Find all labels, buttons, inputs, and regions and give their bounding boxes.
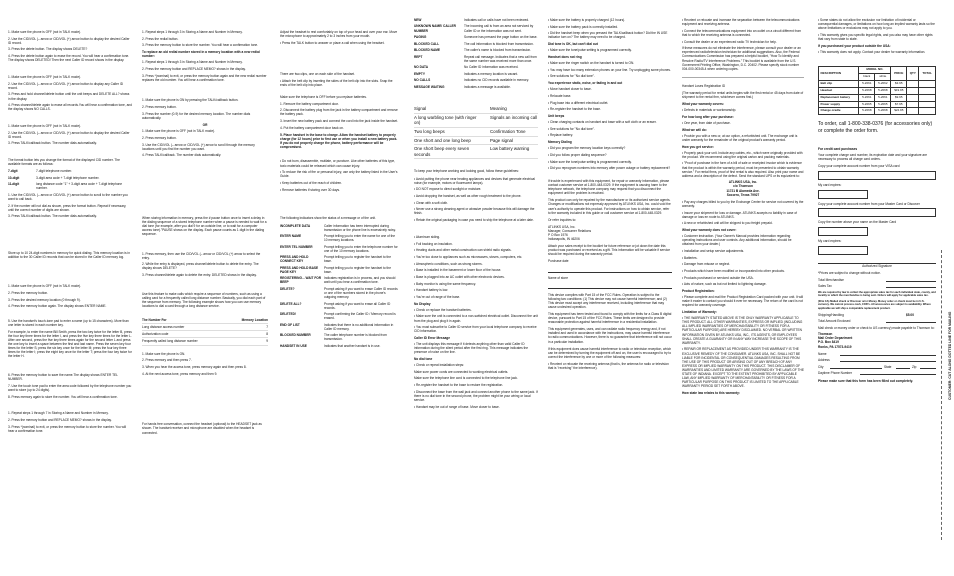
indicator-row: ENTER TEL NUMBER Prompt telling you to enter the telephone number for one of the 10 memory locations.: [280, 244, 398, 253]
step: 1. Repeat steps 1 through 7 in Storing a Name and Number in Memory.: [8, 411, 109, 416]
step: 2. Press memory button.: [142, 135, 177, 140]
unit-beeps-heading: Unit beeps: [548, 113, 565, 118]
step: 1. Make sure the phone is OFF (not in TALK mode).: [142, 129, 216, 134]
expires-label-2: My card expires:: [818, 239, 842, 244]
receipt-info: Attach your sales receipt to the booklet for future reference or jot down the date this product was purchased or received as a gift. This information will be valuable if service should be required during the warranty period.: [548, 244, 671, 257]
solution: • Re-register the handset to the base.: [548, 107, 601, 112]
interference-item: • Handset battery is low.: [414, 288, 449, 293]
indicator-row: NEW Indicates call or calls have not been reviewed.: [414, 18, 530, 22]
indicator-row: PAGING Someone has pressed the page button on the base.: [414, 35, 538, 40]
price-notice: *Prices are subject to change without notice.: [818, 270, 881, 275]
format-row: 7-digit 7-digit telephone number.: [8, 169, 72, 174]
care-item: • Retain the original packaging in case you need to ship the telephone at a later date.: [414, 218, 534, 223]
warranty-item: • Properly pack your unit. Include any cables, etc., which were originally provided with the product. We recommend using the original carton and packing materials.: [682, 150, 803, 159]
city-row: City State Zip: [818, 365, 936, 369]
solution: • Make sure the ringer switch on the handset is turned to ON.: [548, 61, 635, 66]
table-row: Frequently called long distance number 9: [142, 338, 268, 345]
step: 7. Use the touch tone pad to enter the area code followed by the telephone number you want to store (up to 24 digits).: [8, 383, 132, 392]
table-row: Power supply 5-2065 5-2065 $7.95: [819, 101, 936, 108]
indicator-row: PRESS AND HOLD BASE PAGE KEY Prompt telling you to register the handset to the base.: [280, 265, 391, 274]
outside-usa-heading: If you purchased your product outside the USA:: [818, 43, 891, 48]
step: 3. Press TALK/callback button. The number dials automatically.: [8, 214, 97, 219]
solution: • Handset may be out of range of base. Move closer to base.: [414, 404, 500, 409]
interference-item: • Foil backing on insulation.: [414, 241, 453, 246]
mastercard-expiry-field[interactable]: [818, 246, 868, 255]
indicator-row: HANDSET IN USE Indicates that another handset is in use.: [280, 343, 381, 348]
solution: • Re-register the handset to the base to restore the registration.: [414, 383, 504, 388]
step: 1. Make sure the phone is OFF (not in TALK mode).: [8, 284, 82, 289]
step: 3. Press *(nominal) to exit, or press the memory button to store the number. You will hear a confirmation tone.: [8, 424, 126, 433]
replace-redial-heading: To replace an old redial number stored in a memory location with a new redial number:: [142, 50, 260, 59]
table-row: Charge cradle 5-2068 5-2068 $24.95: [819, 108, 936, 115]
solution: • See solutions for "No dial tone".: [548, 74, 595, 79]
care-item: • Never use a strong cleaning agent or abrasive powder because this will damage the finish.: [414, 207, 535, 216]
step: 4. Press the memory button again. The display shows ENTER NAME.: [8, 304, 107, 309]
phone-row: Daytime Phone Number: [818, 371, 936, 375]
mail-address: Thomson Mail Order Department P.O. Box 8419 Ronks, PA 17573-9419: [818, 332, 853, 349]
indicator-row: REPT Repeat call message. Indicates that a new call from the same number was received more than once.: [414, 54, 537, 63]
qty-cell[interactable]: [907, 101, 919, 108]
step: 2. Press the redial button.: [142, 36, 179, 41]
warranty-item: • Please complete and mail the Product Registration Card packed with your unit. It will make it easier to contact you should it ever be necessary. The return of the card is not required for warranty coverage.: [682, 295, 804, 308]
not-covered-heading: What your warranty does not cover:: [682, 228, 737, 232]
indicator-row: BLOCKED CALL The call information is blocked from transmission.: [414, 41, 534, 46]
purchase-date-line[interactable]: [548, 267, 672, 273]
step: 3. Press and hold channel/delete button until the unit beeps and DELETE ALL? shows in the display.: [8, 92, 130, 101]
indicator-row: INCOMPLETE DATA Caller information has been interrupted during transmission or the phone line is excessively noisy.: [280, 223, 396, 232]
column-5: [548, 18, 672, 564]
cut-dotted-line: [941, 250, 942, 540]
solution: • Did you follow proper dialing sequence?: [548, 152, 607, 157]
name-field[interactable]: [840, 352, 936, 356]
memory-table: [142, 317, 268, 345]
qty-cell[interactable]: [907, 81, 919, 88]
caution: • To reduce the risk of fire or personal injury, use only the battery listed in the User's Guide.: [280, 170, 398, 179]
address-field[interactable]: [840, 358, 936, 362]
indicator-row: NO CALLS Indicates no CID records available in memory.: [414, 78, 529, 83]
get-service-heading: How you get service:: [682, 144, 714, 149]
interference-item: • Heating ducts and other metal construction can shield radio signals.: [414, 248, 512, 253]
solution: Make sure power cords are connected to working electrical outlets.: [414, 369, 509, 374]
total-cell[interactable]: [919, 101, 936, 108]
care-item: • Clean with a soft cloth.: [414, 200, 449, 205]
step: 3. Press the memory button to store the number. You will hear a confirmation tone.: [142, 43, 259, 48]
address-block: ATLINKS USA, Inc. Manager, Consumer Relations P O Box 1976 Indianapolis, IN 46206: [548, 224, 592, 242]
service-address: ATLINKS USA, Inc. c/o Thomson 11721 B Alameda Ave. Socorro, Texas 79927: [726, 180, 760, 197]
table-row: Long distance access number 7: [142, 324, 268, 331]
table-row: Belt clip 5-2061 5-2062 $3.95: [819, 81, 936, 88]
format-row: 11-digit long distance code "1" + 3-digit area code + 7-digit telephone number.: [8, 182, 123, 191]
warranty-item: • Products which have been modified or incorporated into other products.: [682, 269, 785, 274]
step: 5. Place handset in the base to charge. Allow the handset battery to properly charge (for 12 hours) prior to first use or when you install a new battery pack. If you do not properly charge the phone, battery performance will be compromised.: [280, 132, 398, 149]
solution: Make sure the telephone line cord is connected to the telephone line jack.: [414, 376, 518, 381]
delete-all-steps: [8, 75, 132, 111]
column-3: [280, 30, 398, 576]
format-intro: The format button lets you change the format of the displayed CID number. The available formats are as follows:: [8, 158, 120, 167]
total-enclosed-field[interactable]: [886, 319, 936, 323]
address-row: Address: [818, 358, 936, 362]
warranty-item: • Products purchased or serviced outside the USA.: [682, 275, 754, 280]
step: 1. Make sure the phone is OFF (not in TALK mode).: [8, 123, 82, 128]
table-row: Two long beeps Confirmation Tone: [414, 128, 538, 137]
name-row: Name: [818, 352, 936, 356]
step: 6. Press the memory button to save the name.The display shows ENTER TEL NUMBER.: [8, 373, 118, 382]
state-field[interactable]: [896, 365, 910, 369]
solution: • Make sure the tone/pulse setting is programmed correctly.: [548, 48, 632, 53]
mastercard-label: Copy your complete account number from your Master Card or Discover: [818, 201, 920, 206]
qty-cell[interactable]: [907, 87, 919, 94]
step: 4. Press channel/delete again to erase all records.You will hear a confirmation tone, and the display shows NO CALLS.: [8, 103, 132, 112]
indicator-row: DELETE? Prompt asking if you want to erase Caller ID records or one of the numbers stored in the phone's outgoing memory.: [280, 286, 398, 300]
step: 2. Press memory button.: [142, 105, 177, 110]
step: 3. When you hear the access tone, press memory again and then press 8.: [142, 364, 247, 369]
table-row: One short and one long beep Page signal: [414, 137, 538, 146]
mastercard-id-label: Copy the number above your name on the Master Card: [818, 220, 897, 225]
fcc-measure: • Consult the dealer or an experienced radio TV technician for help.: [682, 39, 777, 44]
care-intro: To keep your telephone working and looking good, follow these guidelines:: [414, 169, 519, 174]
interference-item: • Baby monitor is using the same frequency.: [414, 281, 477, 286]
step-example: For example, to enter the name Bill Smith, press the two key twice for the letter B, press the four key three times for the letter I, and press the five key three times for the letter L. After one second, press the five key three times again for the second letter L and press the one key to insert a space between the first and last name. Press the seven key four times for the letter S; press the six key once for the letter M; press the four key three times for the letter I; press the eight key once for the letter T; press the four key twice for the letter H.: [8, 329, 132, 359]
indicator-row: DELETE ALL? Prompt asking if you want to erase all Caller ID records.: [280, 301, 391, 310]
table-row: Headset 5-2068 5-2068 $19.95: [819, 87, 936, 94]
step: 8. Press memory again to store the number. You will hear a confirmation tone.: [8, 394, 118, 399]
expires-label: My card expires:: [818, 182, 842, 187]
sales-tax-row: Sales Tax: [818, 284, 936, 288]
caution: • Remove batteries if storing over 30 days.: [280, 187, 340, 192]
step: 3. Insert the new battery pack and connect the cord into the jack inside the handset.: [280, 119, 398, 124]
signal-table: [414, 105, 538, 159]
indicator-row: UNKNOWN NAME/ CALLER NUMBER The incoming call is from an area not serviced by Caller ID or the information was not sent.: [414, 24, 534, 33]
care-item: • DO NOT expose to direct sunlight or moisture.: [414, 187, 482, 192]
mastercard-number-field[interactable]: [818, 208, 936, 217]
step: 1. Make sure the phone is OFF (not in TALK mode).: [8, 30, 82, 34]
step: 3. Press channel/delete again to delete the entry. DELETED shows in the display.: [142, 273, 257, 278]
indicator-row: MESSAGE WAITING Indicates a message is available.: [414, 84, 511, 89]
outside-usa-item: • This warranty does not apply. Contact your dealer for warranty information.: [818, 49, 926, 54]
limitation-heading: Limitation of Warranty:: [682, 310, 717, 315]
total-merch-row: Total Merchandise: [818, 278, 936, 282]
solution: • Move handset closer to base.: [548, 87, 592, 92]
belt-clip-intro: There are two clips, one on each side of the handset.: [280, 72, 355, 77]
indicator-row: ENTER NAME Prompt telling you to enter the name for one of the 10 memory locations.: [280, 234, 396, 243]
headset-talk: • Press the TALK button to answer or place a call when using the headset.: [280, 41, 385, 46]
column-6: [682, 18, 804, 564]
memory-dialing-heading: Memory Dialing: [548, 140, 572, 145]
cut-line-label: CUSTOMER: CUT ALONG DOTTED LINE FOR MAILING: [948, 311, 952, 400]
visa-expiry-field[interactable]: [818, 190, 868, 199]
column-4: [414, 18, 538, 564]
no-dial-tone-heading: No dial tone: [414, 357, 433, 361]
sales-tax-field[interactable]: [886, 284, 936, 288]
solution: • Clean charging contacts on handset and base with a soft cloth or an eraser.: [548, 120, 657, 125]
solution: • Did you program the memory location keys correctly?: [548, 146, 626, 151]
inquiries-label: Or refer inquiries to:: [548, 217, 577, 222]
step: 1. Repeat steps 1 through 3 in Storing a Name and Number in Memory.: [142, 60, 243, 65]
step: 3. Press *(nominal) to exit, or press the memory button again and the new redial number replaces the old number. You will hear a confirmation tone.: [142, 73, 267, 82]
table-header: Signal Meaning: [414, 105, 538, 114]
solution: • Did you reprogram numbers into memory after power outage or battery replacement?: [548, 166, 671, 171]
credit-card-heading: For credit card purchases: [818, 147, 858, 152]
delete-record-steps: [8, 30, 132, 62]
static-heading: You experience static, noise, or fading in and out: [548, 81, 623, 86]
warranty-item: • Insure your shipment for loss or damage. ATLINKS accepts no liability in case of damage or loss en route to ATLINKS.: [682, 210, 797, 219]
indicator-row: DELETED! Prompt confirming the Caller ID / Memory record is erased.: [280, 312, 396, 321]
step: 3. Press TALK/callback button. The number dials automatically.: [8, 141, 97, 146]
total-cell[interactable]: [919, 108, 936, 115]
step: 2. Use the CID/VOL (– arrow or CID/VOL (+) arrow button to display the desired Caller ID record.: [8, 130, 130, 139]
total-merch-field[interactable]: [886, 278, 936, 282]
solution: • Make sure the battery pack is correctly installed.: [548, 24, 619, 29]
fcc-part15: This device complies with Part 15 of the FCC Rules. Operation is subject to the following two conditions: (1) This device may not cause harmful interference; and (2) This device must accept any interference received, including interference that may cause undesired operation.: [548, 292, 667, 309]
indicator-row: EMPTY Indicates a memory location is vacant.: [414, 71, 519, 76]
fcc-classb: This equipment has been tested and found to comply with the limits for a Class B digital device, pursuant to Part 15 of the FCC Rules. These limits are designed to provide reasonable protection against harmful interference in a residential installation.: [548, 312, 672, 325]
step: 3. Use the CID/VOL (– arrow or CID/VOL (+) arrow to scroll through the memory locations until you find the number you want.: [142, 142, 255, 151]
shipping-row: Shipping/Handling $5.00: [818, 312, 914, 317]
interference-item: • Base is plugged into an AC outlet with other electronic devices.: [414, 274, 505, 279]
fcc-measure: • Reorient or relocate and increase the separation between the telecommunications equipment and receiving antenna.: [682, 18, 800, 27]
step: 2. Press the memory button and REPLACE MEMO? shows in the display.: [8, 418, 112, 423]
warranty-covers-heading: What your warranty covers:: [682, 102, 724, 107]
step: 2. Press memory and then press 7.: [142, 358, 192, 363]
payment-fine-print: (IN & CA) Mailed check or Discover or/or Money. Money order or check must be in U.S. currency. We cannot process cash, COD's. All accessories are subject to availability. Where applicable we will ship a comparable replacement product.: [818, 300, 931, 310]
fcc-reorient: • Reorient or relocate the receiving antenna (that is, the antenna for radio or television that is "receiving" the interference).: [548, 361, 669, 371]
mail-instructions: Mail check or money order or check to US currency) made payable to Thomson to:: [818, 325, 935, 330]
table-row: A long warbling tone (with ringer on) Signals an incoming call: [414, 114, 538, 128]
accessory-table: [818, 66, 936, 115]
solution: • Plug base into a different electrical outlet.: [548, 100, 609, 105]
solution: • Did the handset beep when you pressed the TALK/callback button? Did the IN USE indicator turn on? The battery may need to be charged.: [548, 31, 668, 40]
visa-label: Copy your complete account number from your VISA card: [818, 164, 900, 169]
indicator-row: PRESS AND HOLD CONNECT KEY Prompt telling you to register the handset to the base.: [280, 255, 391, 264]
step: 2. Disconnect the battery plug from the jack in the battery compartment and remove the battery pack.: [280, 108, 398, 117]
warranty-item: • Installation and setup service adjustments.: [682, 248, 745, 253]
solution: • You may have too many extension phones on your line. Try unplugging some phones.: [548, 67, 671, 72]
cid-error-heading: Caller ID Error Message: [414, 336, 450, 341]
solution: • Make sure the unit is connected to a non-switched electrical outlet. Disconnect the unit from the plug and plug it in again.: [414, 314, 538, 323]
step: 2. Use the CID/VOL (– arrow or CID/VOL (+) arrow button to display any Caller ID record.: [8, 81, 123, 90]
step: 3. Press the desired memory location (0 through 9).: [8, 297, 81, 302]
no-display-heading: No Display: [414, 301, 431, 306]
warranty-item: • Provide you with a new or, at our option, a refurbished unit. The exchange unit is under warranty for the remainder of the original product's warranty period.: [682, 133, 798, 142]
care-item: • Avoid dropping the handset, as well as other rough treatment to the phone.: [414, 193, 522, 198]
table-subheader: black white: [819, 74, 936, 81]
headset-adjust: Adjust the headset to rest comfortably on top of your head and over your ear. Move the microphone to approximately 2 to 3 inches from your mouth.: [280, 30, 398, 39]
warranty-item: • Damage from misuse or neglect.: [682, 262, 731, 267]
phone-field[interactable]: [860, 371, 936, 375]
table-row: Replacement battery 5-2061 5-2061 $9.95: [819, 94, 936, 101]
step: 4. Put the battery compartment door back on.: [280, 125, 344, 130]
total-cell[interactable]: [919, 81, 936, 88]
or-divider: OR: [202, 122, 208, 127]
dial-cid-steps: [8, 124, 132, 146]
state-law-item: • This warranty gives you specific legal rights, and you also may have other rights that vary from state to state.: [818, 32, 933, 41]
mastercard-id-field[interactable]: [818, 227, 868, 236]
step: 2. Press the memory button.: [8, 290, 49, 295]
column-7: [818, 18, 936, 564]
warranty-item: • One year, from date of purchase.: [682, 120, 731, 125]
step: 4. Press TALK/callback. The number dials automatically.: [142, 153, 222, 158]
solution: • See solutions for "No dial tone".: [548, 126, 595, 131]
step: 4. Press the delete button again to erase the record. You will hear a confirmation tone. The display shows DELETED! Then the next Caller ID record shows in the display.: [8, 54, 130, 63]
what-we-do-heading: What we will do:: [682, 127, 707, 132]
step: 1. Press memory, then use the CID/VOL (– arrow or CID/VOL (+) arrow to select the entry.: [142, 251, 261, 260]
interference-item: • Atmospheric conditions, such as strong storms.: [414, 261, 483, 266]
caution: • Keep batteries out of the reach of children.: [280, 181, 343, 186]
indicator-row: END OF LIST Indicates that there is no additional information in Caller ID memory.: [280, 322, 394, 331]
product-registration-heading: Product Registration:: [682, 289, 715, 294]
caution: • Do not burn, disassemble, mutilate, or puncture. Like other batteries of this type, toxic materials could be released which can cause injury.: [280, 159, 396, 168]
solution: • You must subscribe to Caller ID service from your local telephone company to receive CID information.: [414, 325, 537, 334]
fcc-measure: • Connect the telecommunications equipment into an outlet on a circuit different from that to which the receiving antenna is connected.: [682, 28, 802, 37]
signature-label: Authorized Signature: [862, 263, 892, 268]
pause-info: When storing information in memory, press the # pause button once to insert a delay in the dialing sequence of a stored telephone number when a pause is needed to wait for a dial tone (for example, after you dial 9 for an outside line, or to wait for a computer access tone)."PAUSE shows on the display. Each pause counts as 1 digit in the dialing sequence.: [142, 216, 267, 237]
step: 3. Press the delete button. The display shows DELETE?: [8, 47, 88, 52]
total-enclosed-row: Total Amount Enclosed: [818, 319, 936, 323]
step: 2. Press the memory button and REPLACE MEMO? shows in the display.: [142, 66, 246, 71]
column-2: [142, 30, 268, 576]
step: 5. Use the handset's touch-tone pad to enter a name (up to 15 characters). More than one letter is stored in each number key.: [8, 319, 129, 328]
registration-heading: Handset Loses Registration ID: [682, 83, 726, 88]
divider: [682, 77, 804, 78]
table-header: The Number For Memory Location: [142, 317, 268, 324]
table-row: One short beep every seven seconds Low battery warning: [414, 145, 538, 159]
warranty-item: • A new or refurbished unit will be shipped to you freight prepaid.: [682, 221, 773, 226]
tax-fine-print: We are required by law to collect the appropriate sales tax for each individual state, county, and locality to which the merchandise is being sent. Orders will apply for applicable sales tax.: [818, 290, 936, 298]
table-header: DESCRIPTION MODEL NO. PRICE QTY TOTAL: [819, 67, 936, 74]
city-field[interactable]: [830, 365, 882, 369]
chain-dial-info: Use this feature to make calls which require a sequence of numbers, such as using a calling card for a frequently called long distance number. Basically, you dial each part of the sequence from memory. The following example shows how you can use memory locations to dial a card through a long distance service.: [142, 291, 266, 309]
fcc-radiate: This equipment generates, uses, and can radiate radio frequency energy and, if not installed and used in accordance with the instructions, may cause harmful interference to radio communications. However, there is no guarantee that interference will not occur in a particular installation.: [548, 327, 672, 344]
interference-item: • You're out of range of the base.: [414, 295, 461, 299]
step: 1. Make sure the phone is ON.: [142, 351, 186, 356]
step: 2. If the number will not dial as shown, press the format button. Repeat if necessary, until the correct number of digits are shown.: [8, 203, 127, 212]
interference-item: • Base is installed in the basement or lower floor of the house.: [414, 268, 502, 273]
solution: • Check or replace the handset batteries.: [414, 307, 472, 312]
column-1: [8, 30, 132, 576]
battery-intro: Make sure the telephone is OFF before you replace batteries.: [280, 94, 367, 99]
qty-cell[interactable]: [907, 108, 919, 115]
warranty-item: • Customer instruction. (Your Owner's Manual provides information regarding operating instructions and user controls. Any additional information, should be obtained from your dealer.): [682, 234, 792, 247]
cant-dial-heading: Dial tone is OK, but can't dial out: [548, 42, 598, 47]
solution: • Relocate base.: [548, 93, 572, 98]
store-name-label: Name of store: [548, 275, 569, 280]
step: 4. At the next access tone, press memory and then 9.: [142, 371, 218, 376]
qty-cell[interactable]: [907, 94, 919, 101]
indicator-intro: The following indicators show the status of a message or of the unit.: [280, 216, 376, 221]
warranty-item: • "Proof of purchase in the form of a bill of sale or receipted invoice which is evidence that the product is within the warranty period, must be presented to obtain warranty service." For rental firms, proof of first rental is also required. Also print your name and address and a description of the defect. Send the standard UPS or its equivalent to:: [682, 161, 804, 178]
service-info: If trouble is experienced with this equipment, for repair or warranty information, please contact customer service at 1-800-448-0329. If the equipment is causing harm to the telephone network, the telephone company may request that you disconnect the equipment until the problem is resolved.: [548, 178, 670, 196]
interference-item: • You're too close to appliances such as microwaves, stoves, computers, etc.: [414, 254, 523, 259]
warranty-length-heading: For how long after your purchase:: [682, 114, 734, 119]
visa-number-field[interactable]: [818, 171, 936, 180]
solution: • Check or repeat installation steps:: [414, 363, 465, 368]
step: 1. Use the CID/VOL (– arrow or CID/VOL (+) arrow button to scroll to the number you want to call back.: [8, 192, 128, 201]
credit-card-info: Your complete charge card number, its expiration date and your signature are necessary to process all charge card orders.: [818, 153, 928, 162]
fcc-measures: If this equipment does cause harmful interference to radio or television reception, which can be determined by turning the equipment off and on, the user is encouraged to try to correct the interference by one or more of the following measures:: [548, 346, 672, 359]
repair-info: This product can only be repaired by the manufacturer or its authorized service agents. Changes or modifications not expressly approved by ATLINKS USA, Inc. could void the user's authority to operate this product. For instructions on how to obtain service, refer to the warranty included in this guide or call customer service at 1-800-448-0329.: [548, 198, 671, 215]
callback-steps: [8, 193, 132, 219]
indicator-row: NO DATA No Caller ID information was received.: [414, 65, 519, 70]
headset-info: For hands free conversation, connect the headset (optional) to the HEADSET jack as shown. The handset receiver and microphone are disabled when the headset is connected.: [142, 422, 262, 435]
care-item: • Avoid putting the phone near heating appliances and devices that generate electrical noise (for example, motors or fluorescent lamps).: [414, 176, 536, 185]
step: 3. Press the number (0-9) for the desired memory location. The number dials automatically.: [142, 111, 251, 120]
step: 2. Use the CID/VOL (– arrow or CID/VOL (+) arrow button to display the desired Caller ID record.: [8, 36, 130, 45]
warranty-item: • THE WARRANTY STATED ABOVE IS THE ONLY WARRANTY APPLICABLE TO THIS PRODUCT. ALL OTHER WARRANTIES, EXPRESS OR IMPLIED (INCLUDING ALL IMPLIED WARRANTIES OF MERCHANTABILITY OR FITNESS FOR A PARTICULAR PURPOSE) ARE HEREBY DISCLAIMED. NO VERBAL OR WRITTEN INFORMATION GIVEN BY ATLINKS USA, INC., ITS AGENTS, OR EMPLOYEES SHALL CREATE A GUARANTY OR IN ANY WAY INCREASE THE SCOPE OF THIS WARRANTY.: [682, 316, 803, 345]
indicator-list: [280, 224, 398, 349]
zip-field[interactable]: [920, 365, 936, 369]
no-ring-heading: Handset does not ring: [548, 54, 582, 59]
step: 1. Make sure the phone is ON by pressing the TALK/callback button.: [142, 98, 239, 103]
rental-note: (The warranty period for rental units begins with the first rental or 45 days from date of shipment to the rental firm, whichever comes first.): [682, 90, 804, 99]
form-footer: Please make sure that this form has been filled out completely.: [818, 379, 914, 384]
warranty-item: • Batteries.: [682, 255, 698, 260]
indicator-list-2: [414, 18, 538, 89]
solution: • The unit displays this message if it detects anything other than valid Caller ID information during the silent period after the first ring. This message indicates the presence of noise on the line.: [414, 342, 529, 355]
format-row: 10-digit 3-digit area code + 7-digit telephone number.: [8, 175, 100, 180]
warranty-item: • Defects in materials or workmanship.: [682, 108, 737, 113]
step: 1. Make sure the phone is OFF (not in TALK mode).: [8, 74, 82, 79]
warranty-item: • Acts of nature, such as but not limited to lightning damage.: [682, 282, 767, 287]
solution: • Replace battery.: [548, 133, 573, 138]
interference-item: • Aluminum siding.: [414, 234, 441, 239]
order-phone: To order, call 1-800-338-0376 (for accessories only) or complete the order form.: [818, 121, 933, 134]
purchase-date-label: Purchase date: [548, 259, 569, 264]
warranty-item: • Pay any charges billed to you by the Exchange Center for service not covered by the warranty.: [682, 199, 804, 208]
state-law-item: • Some states do not allow the exclusion nor limitation of incidental or consequential damages, or limitations on how long an implied warranty lasts so the above limitations or exclusions may not apply to you.: [818, 18, 935, 31]
table-row: Authorization code 8: [142, 331, 268, 338]
total-cell[interactable]: [919, 94, 936, 101]
total-cell[interactable]: [919, 87, 936, 94]
solution: • Make sure the battery is properly charged (12 hours).: [548, 18, 626, 22]
solution: • Make sure the tone/pulse setting is programmed correctly.: [548, 159, 632, 164]
solution: • Disconnect the base from the wall jack and connect another phone to the same jack. If there is no dial tone in the second phone, the problem might be your wiring or local service.: [414, 389, 538, 403]
fcc-booklet: If these measures do not eliminate the interference, please consult your dealer or an experienced radio/television technician for additional suggestions. Also, the Federal Communications Commission has prepared a helpful booklet, "How To Identify and Resolve Radio/TV Interference Problems." This booklet is available from the U.S. Government Printing Office, Washington, D.C. 20402. Please specify stock number 004-000-00345-4 when ordering copies.: [682, 46, 801, 71]
indicator-row: REGISTERING... WAIT FOR BEEP Indicates registration is in process, and you should wait until you hear a confirmation tone.: [280, 276, 396, 285]
indicator-row: BLOCKED NUMBER The caller telephone number is blocked from transmission.: [280, 333, 387, 342]
state-law-heading: How state law relates to this warranty:: [682, 390, 740, 395]
step: 2. While the entry is displayed, press channel/delete button to delete the entry. The display shows DELETE?: [142, 262, 259, 271]
belt-clip-step: • Attach the belt clip by inserting the sides of the belt clip into the slots. Snap the ends of the belt clip into place.: [280, 79, 393, 88]
memory-intro: Store up to 10 24-digit numbers in memory for quick dialing. This memory location is in addition to the 30 Caller ID records that can be stored in the Caller ID memory log.: [8, 251, 131, 260]
store-memory-steps: [8, 284, 132, 308]
indicator-row: BLOCKED NAME The caller's name is blocked from transmission.: [414, 48, 532, 53]
warranty-item: • REPAIR OR REPLACEMENT AS PROVIDED UNDER THIS WARRANTY IS THE EXCLUSIVE REMEDY OF THE CONSUMER. ATLINKS USA, INC. SHALL NOT BE LIABLE FOR INCIDENTAL OR CONSEQUENTIAL DAMAGES RESULTING FROM THE USE OF THIS PRODUCT OR ARISING OUT OF ANY BREACH OF ANY EXPRESS OR IMPLIED WARRANTY ON THIS PRODUCT. THIS DISCLAIMER OF WARRANTIES AND LIMITED WARRANTY ARE GOVERNED BY THE LAWS OF THE STATE OF INDIANA. EXCEPT TO THE EXTENT PROHIBITED BY APPLICABLE LAW, ANY IMPLIED WARRANTY OF MERCHANTABILITY OR FITNESS FOR A PARTICULAR PURPOSE ON THIS PRODUCT IS LIMITED TO THE APPLICABLE WARRANTY PERIOD SET FORTH ABOVE.: [682, 347, 804, 389]
step: 1. Repeat steps 1 through 3 in Storing a Name and Number in Memory.: [142, 30, 243, 34]
step: 1. Remove the battery compartment door.: [280, 101, 339, 106]
